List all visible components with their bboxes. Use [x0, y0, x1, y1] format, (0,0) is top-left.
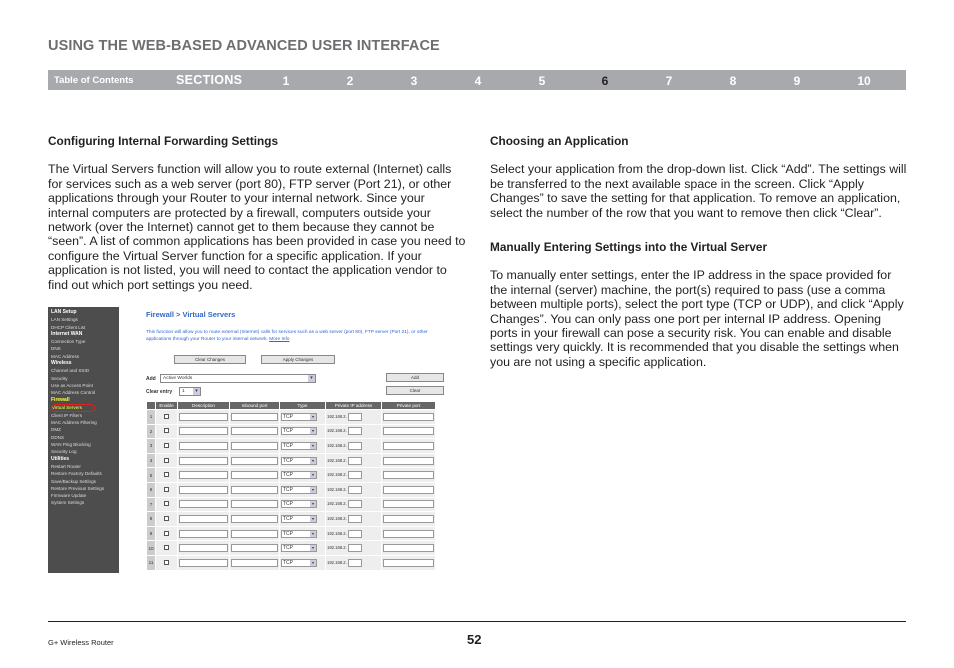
table-row [147, 497, 436, 512]
enable-checkbox[interactable] [164, 545, 169, 550]
section-link-2[interactable]: 2 [346, 74, 354, 88]
row-number: 6 [147, 482, 156, 497]
inbound-port-cell [230, 410, 280, 425]
chevron-down-icon: ▾ [311, 428, 314, 434]
type-select[interactable] [281, 427, 317, 435]
private-ip-input[interactable] [348, 500, 362, 508]
router-sidebar-item[interactable]: Channel and SSID [51, 368, 90, 374]
private-port-input[interactable] [383, 427, 434, 435]
inbound-port-input[interactable] [231, 500, 278, 508]
private-ip-input[interactable] [348, 544, 362, 552]
private-port-input[interactable] [383, 413, 434, 421]
description-cell [178, 439, 230, 454]
inbound-port-cell [230, 468, 280, 483]
type-value: TCP [283, 545, 293, 552]
type-cell [280, 453, 326, 468]
router-sidebar-item[interactable]: LAN Setup [51, 309, 77, 315]
enable-cell [156, 512, 178, 527]
row-number: 1 [147, 410, 156, 425]
type-value: TCP [283, 457, 293, 464]
private-port-cell [382, 439, 436, 454]
forwarding-paragraph: The Virtual Servers function will allow you to route external (Internet) calls for services such as a web server (port 80), FTP server (Port 21), or other applications through your Router to your internal network. Since your internal computers are protected by a firewall, computers outside your network (over the Internet) cannot get to them because they cannot be “seen”. A list of common applications has been provided in case you need to configure the Virtual Server function for a specific application. If your application is not listed, you will need to contact the application vendor to find out which port settings you need. [48, 162, 466, 292]
section-link-4[interactable]: 4 [474, 74, 482, 88]
private-ip-input[interactable] [348, 515, 362, 523]
chevron-down-icon: ▾ [308, 375, 315, 382]
table-row [147, 468, 436, 483]
private-ip-input[interactable] [348, 471, 362, 479]
router-virtual-servers-screenshot [48, 307, 438, 573]
clear-entry-label: Clear entry [146, 389, 173, 395]
enable-cell [156, 541, 178, 556]
private-ip-cell [326, 468, 382, 483]
private-port-input[interactable] [383, 486, 434, 494]
private-ip-input[interactable] [348, 486, 362, 494]
type-cell [280, 555, 326, 570]
inbound-port-input[interactable] [231, 486, 278, 494]
inbound-port-input[interactable] [231, 457, 278, 465]
private-ip-cell [326, 453, 382, 468]
inbound-port-cell [230, 541, 280, 556]
type-select[interactable] [281, 544, 317, 552]
enable-cell [156, 555, 178, 570]
row-number: 3 [147, 439, 156, 454]
description-cell [178, 512, 230, 527]
type-cell [280, 497, 326, 512]
enable-cell [156, 526, 178, 541]
router-sidebar [48, 307, 119, 573]
private-port-input[interactable] [383, 515, 434, 523]
router-sidebar-item[interactable]: Virtual Servers [51, 404, 95, 412]
private-port-cell [382, 482, 436, 497]
inbound-port-cell [230, 439, 280, 454]
section-link-1[interactable]: 1 [282, 74, 290, 88]
description-cell [178, 482, 230, 497]
private-ip-cell [326, 497, 382, 512]
description-input[interactable] [179, 442, 228, 450]
section-link-6[interactable]: 6 [601, 74, 609, 88]
section-link-5[interactable]: 5 [538, 74, 546, 88]
private-port-input[interactable] [383, 471, 434, 479]
router-sidebar-item[interactable]: Restart Router [51, 463, 81, 469]
private-port-cell [382, 453, 436, 468]
chevron-down-icon: ▾ [311, 486, 314, 492]
type-select[interactable] [281, 500, 317, 508]
table-column-header: Private IP address [326, 402, 382, 410]
private-port-cell [382, 410, 436, 425]
chevron-down-icon: ▾ [311, 545, 314, 551]
private-port-input[interactable] [383, 442, 434, 450]
ip-prefix: 192.168.2. [327, 559, 347, 565]
application-select[interactable]: Active Worlds ▾ [160, 374, 316, 383]
type-cell [280, 512, 326, 527]
router-sidebar-item[interactable]: MAC Address Filtering [51, 420, 97, 426]
type-value: TCP [283, 501, 293, 508]
enable-cell [156, 439, 178, 454]
enable-checkbox[interactable] [164, 531, 169, 536]
private-port-cell [382, 541, 436, 556]
row-number: 8 [147, 512, 156, 527]
description-cell [178, 424, 230, 439]
add-label: Add [146, 376, 156, 382]
left-column [48, 134, 468, 292]
description-input[interactable] [179, 515, 228, 523]
type-cell [280, 526, 326, 541]
router-sidebar-item[interactable]: DNS [51, 346, 61, 352]
type-value: TCP [283, 413, 293, 420]
clear-button[interactable]: Clear [386, 386, 444, 395]
enable-checkbox[interactable] [164, 443, 169, 448]
type-value: TCP [283, 428, 293, 435]
type-select[interactable] [281, 559, 317, 567]
type-select[interactable] [281, 457, 317, 465]
more-info-link[interactable]: More Info [269, 337, 290, 342]
inbound-port-cell [230, 482, 280, 497]
router-sidebar-item[interactable]: Internet WAN [51, 330, 83, 337]
description-cell [178, 555, 230, 570]
description-input[interactable] [179, 457, 228, 465]
private-port-cell [382, 526, 436, 541]
router-sidebar-item[interactable]: Firmware Update [51, 493, 87, 499]
enable-cell [156, 424, 178, 439]
description-cell [178, 497, 230, 512]
manual-paragraph: To manually enter settings, enter the IP address in the space provided for the internal (server) machine, the port(s) required to pass (use a comma between multiple ports), select the port type (TCP or UDP), and click “Apply Changes”. You can only pass one port per internal IP address. Opening ports in your firewall can pose a security risk. You can enable and disable settings very quickly. It is recommended that you disable the settings when you are not using a specific application. [490, 268, 904, 369]
type-value: TCP [283, 515, 293, 522]
router-sidebar-item[interactable]: Use as Access Point [51, 382, 93, 388]
inbound-port-cell [230, 512, 280, 527]
private-ip-input[interactable] [348, 427, 362, 435]
choosing-paragraph: Select your application from the drop-down list. Click “Add”. The settings will be transferred to the next available space in the screen. Click “Apply Changes” to save the setting for that application. To remove an application, select the number of the row that you want to remove then click “Clear”. [490, 162, 907, 220]
router-sidebar-item[interactable]: MAC Address [51, 353, 80, 359]
inbound-port-input[interactable] [231, 559, 278, 567]
router-sidebar-item[interactable]: DDNS [51, 434, 65, 440]
private-ip-input[interactable] [348, 413, 362, 421]
router-sidebar-item[interactable]: WAN Ping Blocking [51, 442, 91, 448]
inbound-port-input[interactable] [231, 442, 278, 450]
enable-checkbox[interactable] [164, 428, 169, 433]
router-sidebar-item[interactable]: System Settings [51, 500, 85, 506]
table-column-header: Enable [156, 402, 178, 410]
router-sidebar-item[interactable]: Restore Previous Settings [51, 485, 105, 491]
router-sidebar-item[interactable]: Client IP Filters [51, 412, 83, 418]
private-port-input[interactable] [383, 457, 434, 465]
chevron-down-icon: ▾ [311, 501, 314, 507]
type-select[interactable] [281, 486, 317, 494]
ip-prefix: 192.168.2. [327, 428, 347, 434]
private-port-input[interactable] [383, 559, 434, 567]
private-port-cell [382, 468, 436, 483]
private-port-cell [382, 424, 436, 439]
table-row [147, 482, 436, 497]
inbound-port-input[interactable] [231, 515, 278, 523]
type-cell [280, 424, 326, 439]
type-cell [280, 468, 326, 483]
description-input[interactable] [179, 544, 228, 552]
row-number: 10 [147, 541, 156, 556]
type-select[interactable] [281, 442, 317, 450]
section-heading-forwarding: Configuring Internal Forwarding Settings [48, 134, 279, 148]
inbound-port-cell [230, 497, 280, 512]
inbound-port-input[interactable] [231, 471, 278, 479]
ip-prefix: 192.168.2. [327, 472, 347, 478]
private-ip-input[interactable] [348, 559, 362, 567]
enable-checkbox[interactable] [164, 458, 169, 463]
description-cell [178, 468, 230, 483]
type-select[interactable] [281, 413, 317, 421]
description-input[interactable] [179, 559, 228, 567]
inbound-port-cell [230, 555, 280, 570]
private-ip-cell [326, 541, 382, 556]
description-input[interactable] [179, 413, 228, 421]
router-sidebar-item[interactable]: DMZ [51, 427, 61, 433]
type-cell [280, 439, 326, 454]
footer-divider [48, 621, 906, 622]
type-value: TCP [283, 530, 293, 537]
private-ip-cell [326, 482, 382, 497]
table-of-contents-link[interactable]: Table of Contents [54, 75, 134, 86]
type-cell [280, 482, 326, 497]
table-column-header: Inbound port [230, 402, 280, 410]
private-ip-cell [326, 512, 382, 527]
row-number: 4 [147, 453, 156, 468]
sections-label: SECTIONS [176, 73, 243, 87]
add-button[interactable]: Add [386, 373, 444, 382]
private-port-input[interactable] [383, 544, 434, 552]
table-row [147, 424, 436, 439]
private-port-cell [382, 555, 436, 570]
ip-prefix: 192.168.2. [327, 530, 347, 536]
section-link-3[interactable]: 3 [410, 74, 418, 88]
section-heading-choosing: Choosing an Application [490, 134, 629, 148]
private-ip-cell [326, 555, 382, 570]
chevron-down-icon: ▾ [311, 472, 314, 478]
table-row [147, 541, 436, 556]
router-main-panel [146, 310, 436, 343]
inbound-port-cell [230, 424, 280, 439]
private-ip-input[interactable] [348, 530, 362, 538]
enable-checkbox[interactable] [164, 560, 169, 565]
description-cell [178, 410, 230, 425]
table-row [147, 512, 436, 527]
enable-checkbox[interactable] [164, 414, 169, 419]
section-link-7[interactable]: 7 [665, 74, 673, 88]
private-ip-cell [326, 410, 382, 425]
enable-cell [156, 453, 178, 468]
row-number: 2 [147, 424, 156, 439]
inbound-port-input[interactable] [231, 544, 278, 552]
row-number: 7 [147, 497, 156, 512]
description-input[interactable] [179, 530, 228, 538]
table-row [147, 439, 436, 454]
router-sidebar-item[interactable]: Security Log [51, 449, 77, 455]
router-sidebar-item[interactable]: Save/Backup Settings [51, 478, 96, 484]
section-link-10[interactable]: 10 [857, 74, 871, 88]
type-value: TCP [283, 442, 293, 449]
type-value: TCP [283, 559, 293, 566]
type-value: TCP [283, 472, 293, 479]
enable-checkbox[interactable] [164, 501, 169, 506]
description-cell [178, 526, 230, 541]
section-heading-manual: Manually Entering Settings into the Virtual Server [490, 240, 768, 255]
chevron-down-icon: ▾ [311, 530, 314, 536]
chevron-down-icon: ▾ [311, 413, 314, 419]
table-row [147, 526, 436, 541]
router-sidebar-item[interactable]: Firewall [51, 396, 70, 403]
router-sidebar-item[interactable]: Connection Type [51, 339, 86, 345]
router-sidebar-item[interactable]: Restore Factory Defaults [51, 471, 102, 477]
description-input[interactable] [179, 486, 228, 494]
enable-cell [156, 410, 178, 425]
page-header-title: USING THE WEB-BASED ADVANCED USER INTERFACE [48, 38, 440, 54]
row-number: 11 [147, 555, 156, 570]
private-port-input[interactable] [383, 500, 434, 508]
inbound-port-input[interactable] [231, 413, 278, 421]
router-sidebar-item[interactable]: DHCP Client List [51, 324, 86, 330]
inbound-port-input[interactable] [231, 530, 278, 538]
section-nav-bar [48, 70, 906, 90]
description-input[interactable] [179, 427, 228, 435]
clear-entry-select[interactable]: 1 ▾ [179, 387, 201, 396]
row-number: 9 [147, 526, 156, 541]
description-input[interactable] [179, 471, 228, 479]
enable-cell [156, 482, 178, 497]
ip-prefix: 192.168.2. [327, 414, 347, 420]
description-input[interactable] [179, 500, 228, 508]
private-ip-input[interactable] [348, 442, 362, 450]
table-column-header [147, 402, 156, 410]
ip-prefix: 192.168.2. [327, 545, 347, 551]
enable-cell [156, 468, 178, 483]
chevron-down-icon: ▾ [311, 442, 314, 448]
type-select[interactable] [281, 471, 317, 479]
description-cell [178, 541, 230, 556]
inbound-port-input[interactable] [231, 427, 278, 435]
router-page-title: Firewall > Virtual Servers [146, 310, 236, 319]
row-number: 5 [147, 468, 156, 483]
apply-changes-button[interactable]: Apply Changes [261, 355, 335, 364]
ip-prefix: 192.168.2. [327, 486, 347, 492]
router-sidebar-item[interactable]: MAC Address Control [51, 390, 96, 396]
inbound-port-cell [230, 526, 280, 541]
type-value: TCP [283, 486, 293, 493]
table-column-header: Description [178, 402, 230, 410]
table-column-header: Private port [382, 402, 436, 410]
inbound-port-cell [230, 453, 280, 468]
private-port-cell [382, 497, 436, 512]
router-sidebar-item[interactable]: LAN Settings [51, 317, 78, 323]
chevron-down-icon: ▾ [311, 559, 314, 565]
enable-checkbox[interactable] [164, 472, 169, 477]
enable-checkbox[interactable] [164, 516, 169, 521]
private-ip-cell [326, 439, 382, 454]
type-select[interactable] [281, 515, 317, 523]
table-row [147, 555, 436, 570]
private-ip-input[interactable] [348, 457, 362, 465]
table-column-header: Type [280, 402, 326, 410]
right-column [490, 134, 910, 369]
type-cell [280, 541, 326, 556]
description-cell [178, 453, 230, 468]
section-link-8[interactable]: 8 [729, 74, 737, 88]
enable-cell [156, 497, 178, 512]
table-row [147, 410, 436, 425]
virtual-servers-table [146, 401, 436, 571]
enable-checkbox[interactable] [164, 487, 169, 492]
router-sidebar-item[interactable]: Utilities [51, 455, 70, 462]
footer-product-name: G+ Wireless Router [48, 638, 114, 647]
type-select[interactable] [281, 530, 317, 538]
ip-prefix: 192.168.2. [327, 457, 347, 463]
ip-prefix: 192.168.2. [327, 516, 347, 522]
private-port-input[interactable] [383, 530, 434, 538]
chevron-down-icon: ▾ [311, 515, 314, 521]
table-row [147, 453, 436, 468]
clear-changes-button[interactable]: Clear Changes [174, 355, 246, 364]
router-sidebar-item[interactable]: Wireless [51, 360, 72, 367]
ip-prefix: 192.168.2. [327, 501, 347, 507]
private-ip-cell [326, 424, 382, 439]
chevron-down-icon: ▾ [311, 457, 314, 463]
page-number: 52 [467, 632, 482, 647]
router-sidebar-item[interactable]: Security [51, 375, 68, 381]
ip-prefix: 192.168.2. [327, 443, 347, 449]
router-description: This function will allow you to route external (Internet) calls for services such as a web server (port 80), FTP server (Port 21), or other applications through your Router to your internal network. More Info [146, 330, 428, 342]
section-link-9[interactable]: 9 [793, 74, 801, 88]
private-port-cell [382, 512, 436, 527]
type-cell [280, 410, 326, 425]
private-ip-cell [326, 526, 382, 541]
chevron-down-icon: ▾ [193, 388, 200, 395]
